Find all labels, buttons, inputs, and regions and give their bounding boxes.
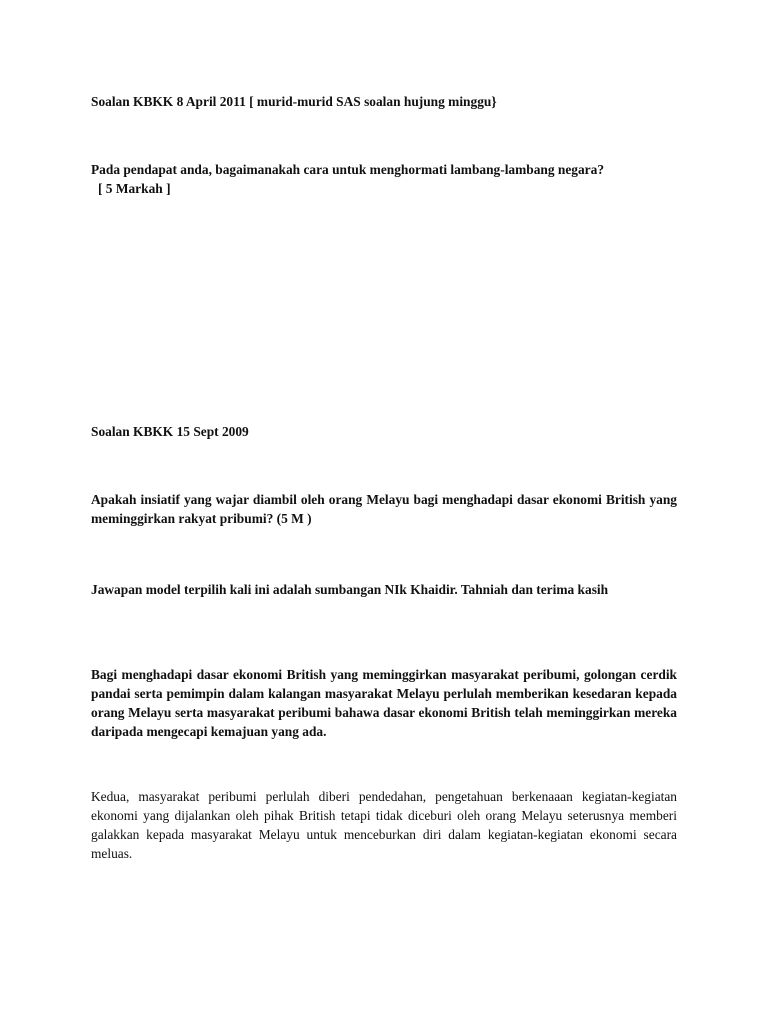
- question-1-text: Pada pendapat anda, bagaimanakah cara untuk menghormati lambang-lambang negara?: [91, 162, 605, 177]
- question-1-heading: Soalan KBKK 8 April 2011 [ murid-murid SAS soalan hujung minggu}: [91, 94, 497, 109]
- model-answer-note: Jawapan model terpilih kali ini adalah sumbangan NIk Khaidir. Tahniah dan terima kasih: [91, 582, 609, 597]
- question-1: [91, 160, 677, 198]
- answer-paragraph-2: Kedua, masyarakat peribumi perlulah diberi pendedahan, pengetahuan berkenaaan kegiatan-kegiatan ekonomi yang dijalankan oleh pihak British tetapi tidak diceburi oleh orang Melayu seterusnya memberi galakkan kepada masyarakat Melayu untuk menceburkan diri dalam kegiatan-kegiatan ekonomi secara meluas.: [91, 789, 677, 861]
- question-2-text: Apakah insiatif yang wajar diambil oleh orang Melayu bagi menghadapi dasar ekonomi British yang meminggirkan rakyat pribumi? (5 M ): [91, 492, 677, 526]
- question-2-heading: Soalan KBKK 15 Sept 2009: [91, 424, 249, 439]
- question-1-marks: [ 5 Markah ]: [98, 181, 171, 196]
- answer-paragraph-1: Bagi menghadapi dasar ekonomi British yang meminggirkan masyarakat peribumi, golongan cerdik pandai serta pemimpin dalam kalangan masyarakat Melayu perlulah memberikan kesedaran kepada orang Melayu serta masyarakat peribumi bahawa dasar ekonomi British telah meminggirkan mereka daripada mengecapi kemajuan yang ada.: [91, 667, 677, 739]
